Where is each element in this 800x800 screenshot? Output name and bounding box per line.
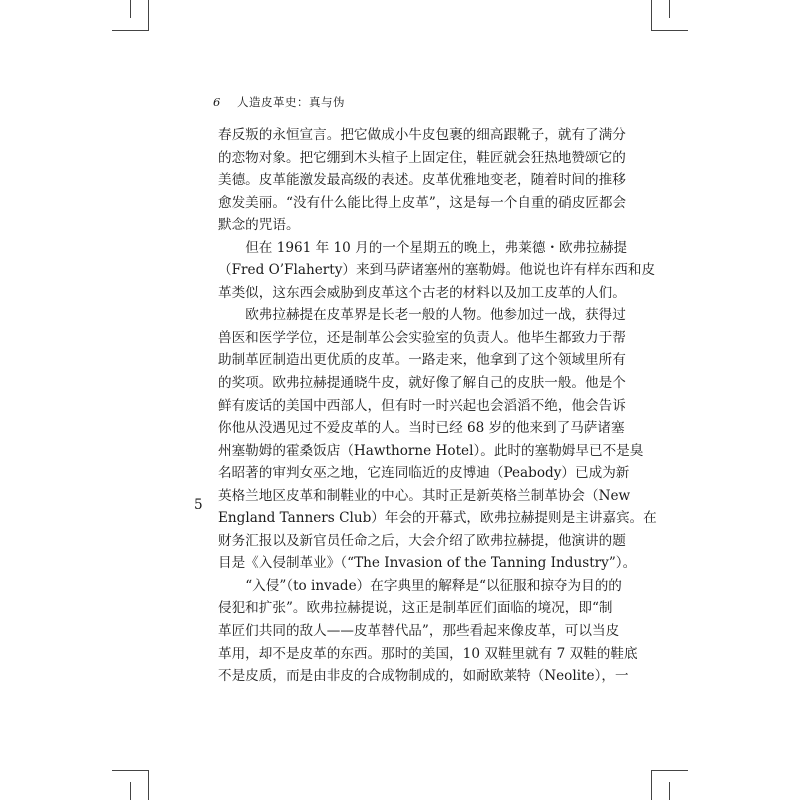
text-line: 革用，却不是皮革的东西。那时的美国，10 双鞋里就有 7 双鞋的鞋底 — [218, 645, 638, 662]
crop-mark-top-right-h — [651, 30, 688, 31]
text-line: 愈发美丽。“没有什么能比得上皮革”，这是每一个自重的硝皮匠都会 — [218, 194, 627, 211]
text-line: 春反叛的永恒宣言。把它做成小牛皮包裹的细高跟靴子，就有了满分 — [218, 127, 626, 143]
text-line: England Tanners Club）年会的开幕式，欧弗拉赫提则是主讲嘉宾。在 — [218, 510, 657, 527]
text-line: 不是皮质，而是由非皮的合成物制成的，如耐欧莱特（Neolite），一 — [218, 668, 629, 685]
paragraph — [218, 575, 638, 688]
page-number: 6 — [213, 95, 221, 109]
crop-mark-top-right-v — [651, 0, 652, 30]
crop-mark-bottom-left-v — [148, 770, 149, 800]
text-line: 的奖项。欧弗拉赫提通晓牛皮，就好像了解自己的皮肤一般。他是个 — [218, 375, 626, 392]
crop-mark-top-right-v2 — [669, 0, 670, 18]
text-line: 目是《入侵制革业》（“The Invasion of the Tanning Industry”）。 — [218, 555, 637, 572]
line-marker: 5 — [194, 497, 203, 513]
text-line: 革类似，这东西会威胁到皮革这个古老的材料以及加工皮革的人们。 — [218, 284, 626, 301]
text-line: 鲜有废话的美国中西部人，但有时一时兴起也会滔滔不绝，他会告诉 — [218, 397, 626, 414]
text-line: 名昭著的审判女巫之地，它连同临近的皮博迪（Peabody）已成为新 — [218, 465, 630, 482]
text-line: 的恋物对象。把它绷到木头楦子上固定住，鞋匠就会狂热地赞颂它的 — [218, 149, 626, 166]
crop-mark-bottom-left-h — [112, 770, 149, 771]
text-line: （Fred O’Flaherty）来到马萨诸塞州的塞勒姆。他说也许有样东西和皮 — [218, 262, 656, 279]
text-line: 州塞勒姆的霍桑饭店（Hawthorne Hotel）。此时的塞勒姆早已不是臭 — [218, 442, 644, 459]
text-line: 美德。皮革能激发最高级的表述。皮革优雅地变老，随着时间的推移 — [218, 172, 626, 189]
text-line: 财务汇报以及新官员任命之后，大会介绍了欧弗拉赫提，他演讲的题 — [218, 532, 626, 549]
text-line: “入侵”（to invade）在字典里的解释是“以征服和掠夺为目的的 — [245, 577, 622, 594]
text-line: 助制革匠制造出更优质的皮革。一路走来，他拿到了这个领域里所有 — [218, 352, 626, 369]
running-header — [213, 94, 345, 110]
crop-mark-bottom-right-v — [651, 770, 652, 800]
text-line: 革匠们共同的敌人——皮革替代品”，那些看起来像皮革，可以当皮 — [218, 623, 620, 640]
paragraph — [218, 237, 656, 305]
crop-mark-top-left-h — [112, 30, 149, 31]
crop-mark-bottom-left-v2 — [130, 782, 131, 800]
text-line: 侵犯和扩张”。欧弗拉赫提说，这正是制革匠们面临的境况，即“制 — [218, 600, 613, 617]
text-line: 欧弗拉赫提在皮革界是长老一般的人物。他参加过一战，获得过 — [245, 307, 626, 324]
text-line: 兽医和医学学位，还是制革公会实验室的负责人。他毕生都致力于帮 — [218, 329, 626, 346]
crop-mark-bottom-right-v2 — [669, 782, 670, 800]
crop-mark-top-left-v — [148, 0, 149, 30]
paragraph — [218, 304, 657, 575]
crop-mark-top-left-v2 — [130, 0, 131, 18]
body-text — [218, 124, 657, 688]
text-line: 英格兰地区皮革和制鞋业的中心。其时正是新英格兰制革协会（New — [218, 487, 631, 504]
text-line: 但在 1961 年 10 月的一个星期五的晚上，弗莱德・欧弗拉赫提 — [245, 239, 628, 256]
running-title: 人造皮革史：真与伪 — [236, 95, 345, 109]
paragraph — [218, 124, 627, 237]
text-line: 你他从没遇见过不爱皮革的人。当时已经 68 岁的他来到了马萨诸塞 — [218, 420, 625, 437]
crop-mark-bottom-right-h — [651, 770, 688, 771]
text-line: 默念的咒语。 — [218, 217, 300, 234]
